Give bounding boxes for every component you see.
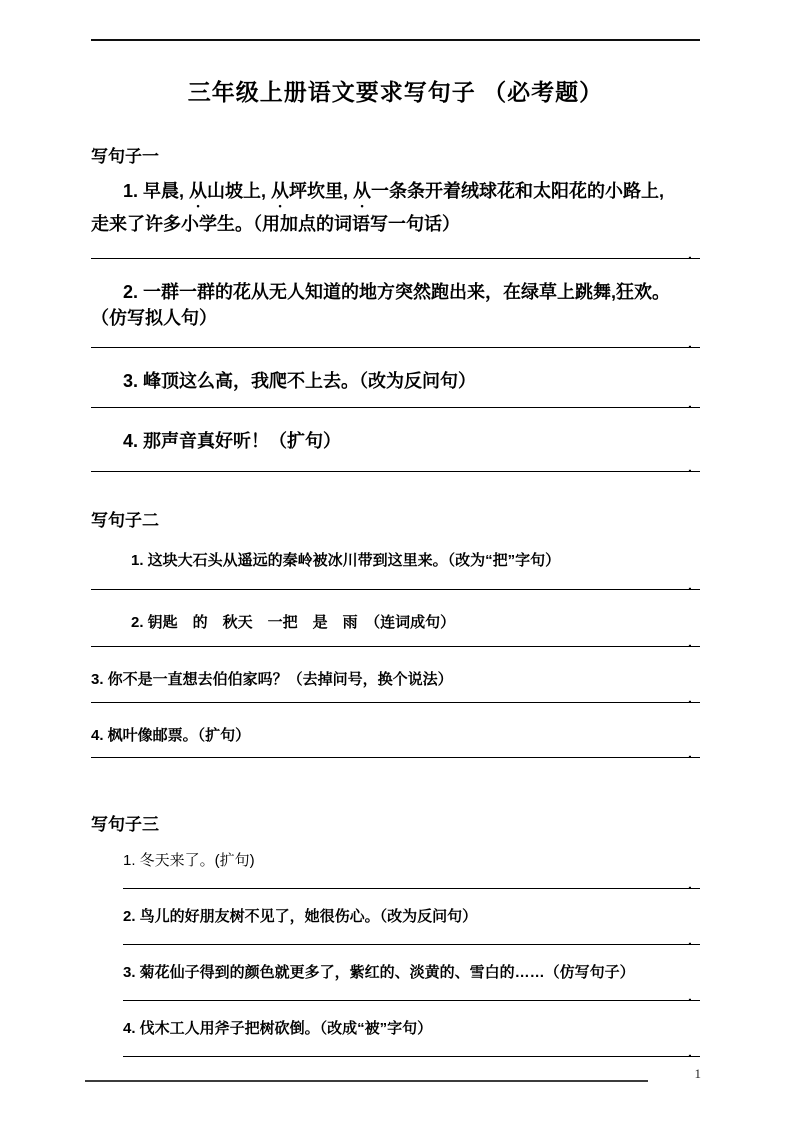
answer-blank <box>123 928 700 949</box>
question-s3-q2: 2. 鸟儿的好朋友树不见了，她很伤心。（改为反问句） <box>123 908 478 925</box>
footer-divider <box>85 1080 648 1082</box>
question-s1-q1-line1 <box>91 178 700 211</box>
question-s3-q3: 3. 菊花仙子得到的颜色就更多了，紫红的、淡黄的、雪白的……（仿写句子） <box>123 964 635 981</box>
answer-blank <box>91 573 700 594</box>
top-divider <box>91 39 700 41</box>
answer-blank <box>123 984 700 1005</box>
answer-blank <box>91 331 700 352</box>
section-heading-2: 写句子二 <box>91 511 159 530</box>
dotted-word: 从 <box>353 181 372 201</box>
answer-end-dot: . <box>687 690 692 707</box>
answer-end-dot: . <box>687 988 692 1005</box>
answer-end-dot: . <box>687 1044 692 1061</box>
page-number: 1 <box>694 1066 701 1081</box>
page-title: 三年级上册语文要求写句子 （必考题） <box>187 79 604 105</box>
answer-end-dot: . <box>687 459 692 476</box>
answer-end-dot: . <box>687 395 692 412</box>
answer-blank <box>123 872 700 893</box>
answer-blank <box>91 455 700 476</box>
answer-end-dot: . <box>687 634 692 651</box>
question-s2-q3: 3. 你不是一直想去伯伯家吗？（去掉问号，换个说法） <box>91 671 453 688</box>
question-s2-q2: 2. 钥匙 的 秋天 一把 是 雨 （连词成句） <box>131 614 456 631</box>
answer-blank <box>91 242 700 263</box>
question-s2-q4: 4. 枫叶像邮票。（扩句） <box>91 727 251 744</box>
answer-end-dot: . <box>687 932 692 949</box>
question-text: 1. 早晨, <box>123 181 190 201</box>
question-s2-q1: 1. 这块大石头从遥远的秦岭被冰川带到这里来。（改为“把”字句） <box>131 552 561 569</box>
answer-end-dot: . <box>687 745 692 762</box>
question-s1-q4: 4. 那声音真好听！（扩句） <box>123 431 342 451</box>
section-heading-3: 写句子三 <box>91 815 159 834</box>
answer-blank <box>123 1040 700 1061</box>
answer-end-dot: . <box>687 335 692 352</box>
question-s1-q1-line2: 走来了许多小学生。（用加点的词语写一句话） <box>91 214 460 234</box>
dotted-word: 从 <box>189 181 208 201</box>
dotted-word: 从 <box>271 181 290 201</box>
question-s3-q1: 1. 冬天来了。(扩句) <box>123 852 255 869</box>
question-s1-q2-line2: （仿写拟人句） <box>91 308 217 328</box>
question-s3-q4: 4. 伐木工人用斧子把树砍倒。（改成“被”字句） <box>123 1020 433 1037</box>
answer-end-dot: . <box>687 246 692 263</box>
answer-end-dot: . <box>687 876 692 893</box>
question-text: 坪坎里, <box>289 181 354 201</box>
answer-end-dot: . <box>687 577 692 594</box>
question-text: 山坡上, <box>207 181 272 201</box>
question-s1-q3: 3. 峰顶这么高，我爬不上去。（改为反问句） <box>123 371 477 391</box>
question-text: 一条条开着绒球花和太阳花的小路上, <box>371 181 665 201</box>
question-s1-q2-line1: 2. 一群一群的花从无人知道的地方突然跑出来，在绿草上跳舞,狂欢。 <box>123 282 671 302</box>
section-heading-1: 写句子一 <box>91 147 159 166</box>
